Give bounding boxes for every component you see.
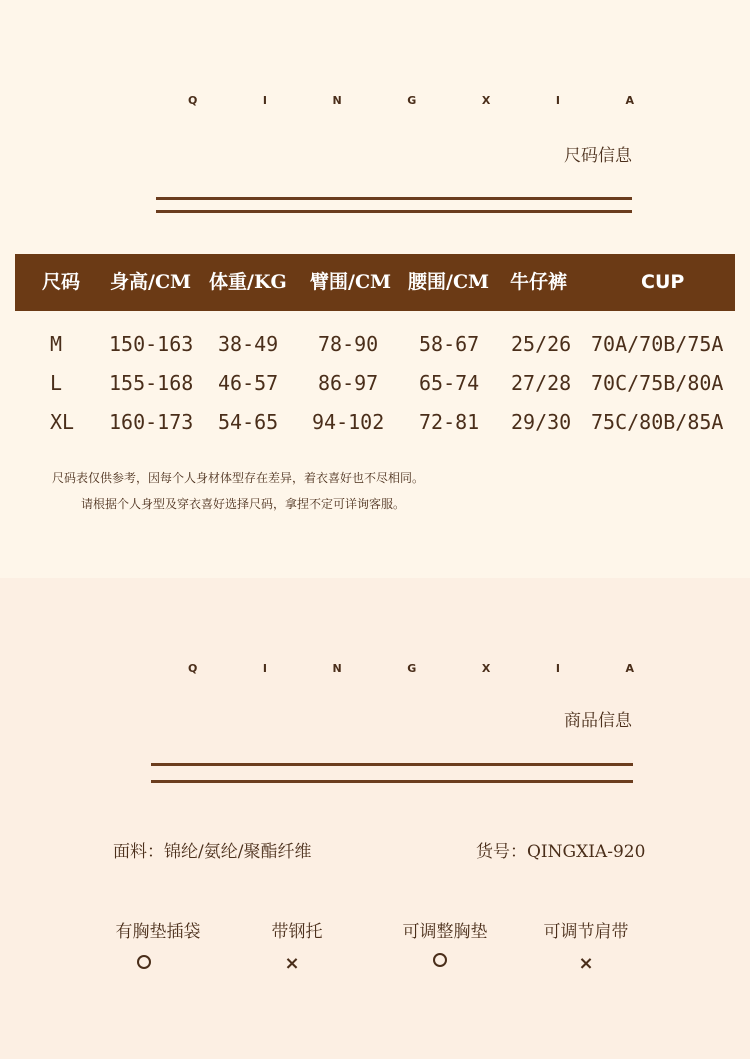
section-title: 尺码信息 (564, 146, 632, 166)
product-info-section (0, 578, 750, 1059)
feature-underwire: 带钢托 (271, 922, 323, 942)
brand-letter: X (481, 662, 491, 675)
fabric-info: 面料：锦纶/氨纶/聚酯纤维 (113, 842, 312, 862)
table-cell: XL (50, 410, 75, 434)
brand-letter: Q (188, 662, 198, 675)
table-cell: 27/28 (511, 371, 572, 395)
header-waist: 腰围/CM (408, 271, 490, 293)
feature-adjustable-strap: 可调节肩带 (543, 922, 629, 942)
table-cell: M (50, 332, 63, 356)
divider-line (151, 763, 633, 766)
brand-letter: G (407, 94, 417, 107)
brand-letter: I (262, 94, 267, 107)
table-cell: 75C/80B/85A (591, 410, 724, 434)
yes-circle-icon (420, 952, 460, 972)
table-cell: 29/30 (511, 410, 572, 434)
brand-letter: A (625, 94, 634, 107)
table-cell: 38-49 (218, 332, 279, 356)
divider-line (156, 197, 632, 200)
table-cell: 150-163 (109, 332, 194, 356)
feature-pad-pocket: 有胸垫插袋 (115, 922, 201, 942)
brand-letter: X (481, 94, 491, 107)
table-cell: L (50, 371, 63, 395)
divider-line (156, 210, 632, 213)
header-cup: CUP (641, 271, 685, 293)
header-weight: 体重/KG (209, 271, 287, 293)
header-size: 尺码 (42, 271, 81, 293)
table-cell: 86-97 (318, 371, 379, 395)
table-cell: 70C/75B/80A (591, 371, 724, 395)
header-jeans: 牛仔裤 (510, 271, 568, 293)
brand-letter: N (332, 662, 342, 675)
size-table-header (15, 254, 735, 311)
table-cell: 58-67 (419, 332, 480, 356)
brand-letter: I (262, 662, 267, 675)
table-cell: 65-74 (419, 371, 480, 395)
size-note-line1: 尺码表仅供参考，因每个人身材体型存在差异，着衣喜好也不尽相同。 (52, 471, 425, 485)
table-cell: 155-168 (109, 371, 194, 395)
table-cell: 25/26 (511, 332, 572, 356)
brand-letter: N (332, 94, 342, 107)
table-cell: 94-102 (312, 410, 385, 434)
yes-circle-icon (124, 954, 164, 974)
no-cross-icon: × (284, 953, 300, 974)
feature-adjustable-pad: 可调整胸垫 (402, 922, 488, 942)
brand-letters (188, 94, 634, 107)
brand-letter: Q (188, 94, 198, 107)
table-cell: 78-90 (318, 332, 379, 356)
brand-letter: I (555, 662, 560, 675)
brand-letter: G (407, 662, 417, 675)
brand-letter: A (625, 662, 634, 675)
size-note-line2: 请根据个人身型及穿衣喜好选择尺码，拿捏不定可详询客服。 (81, 497, 406, 511)
table-cell: 72-81 (419, 410, 480, 434)
table-cell: 54-65 (218, 410, 279, 434)
no-cross-icon: × (578, 953, 594, 974)
table-cell: 70A/70B/75A (591, 332, 724, 356)
item-number: 货号：QINGXIA-920 (476, 842, 646, 862)
brand-letters (188, 662, 634, 675)
table-cell: 46-57 (218, 371, 279, 395)
section-title: 商品信息 (564, 711, 632, 731)
brand-letter: I (555, 94, 560, 107)
divider-line (151, 780, 633, 783)
header-arm: 臂围/CM (310, 271, 392, 293)
table-cell: 160-173 (109, 410, 194, 434)
header-height: 身高/CM (110, 271, 192, 293)
